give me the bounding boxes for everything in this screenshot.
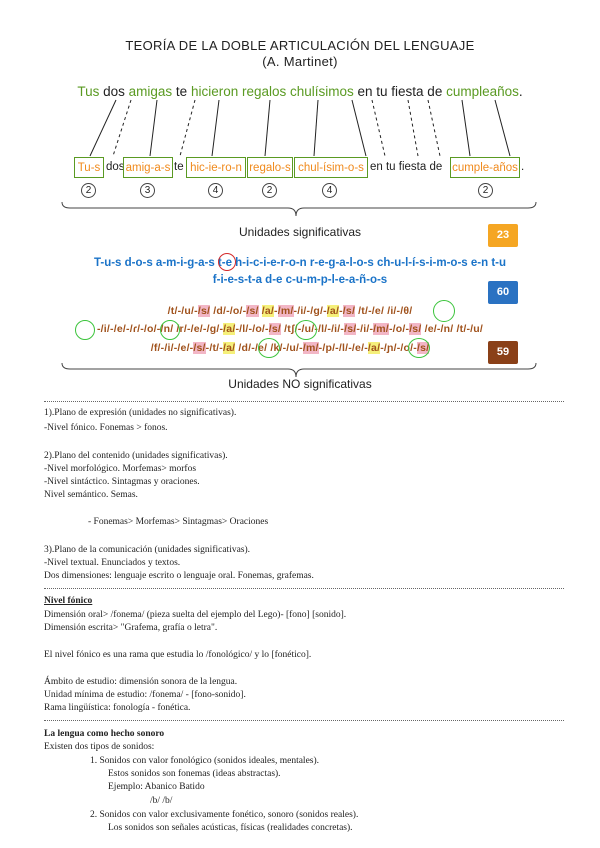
letters-line-1: T-u-s d-o-s a-m-i-g-a-s t-e h-i-c-i-e-r-o-n r-e-g-a-l-o-s ch-u-l-í-s-i-m-o-s e-n t-u <box>93 257 507 269</box>
connector-lines <box>0 98 600 158</box>
note-line: Existen dos tipos de sonidos: <box>44 742 155 752</box>
letters-line-2: f-i-e-s-t-a d-e c-u-m-p-l-e-a-ñ-o-s <box>212 274 388 286</box>
note-line: Dos dimensiones: lenguaje escrito o lenguaje oral. Fonemas, grafemas. <box>44 571 314 581</box>
note-line: 3).Plano de la comunicación (unidades significativas). <box>44 545 251 555</box>
phoneme-segment: -/o/- <box>388 323 410 335</box>
green-circle-mark <box>75 320 95 340</box>
phoneme-segment: /d/-/o/- <box>210 305 247 317</box>
phoneme-segment: -/ɲ/-/o/- <box>380 342 417 354</box>
plain-word: en tu fiesta de <box>370 161 443 173</box>
section-heading: Nivel fónico <box>44 596 93 606</box>
morpheme-box: cumple-años <box>450 157 520 178</box>
phoneme-segment: /s/ <box>193 342 206 354</box>
morpheme-box: hic-ie-ro-n <box>186 157 246 178</box>
green-circle-mark <box>295 320 317 340</box>
green-circle-mark <box>258 338 280 358</box>
sentence-word: cumpleaños <box>446 84 519 99</box>
brace-significant <box>60 200 540 220</box>
phoneme-segment: /s/ <box>409 323 422 335</box>
morpheme-box: Tu-s <box>74 157 104 178</box>
sentence-word: dos <box>99 84 129 99</box>
sentence-word: Tus <box>77 84 100 99</box>
morpheme-box: regalo-s <box>247 157 293 178</box>
phoneme-segment: /f/-/i/-/e/- <box>150 342 194 354</box>
phoneme-segment: /m/ <box>373 323 389 335</box>
sentence-word: . <box>518 84 523 99</box>
morpheme-count: 2 <box>81 183 96 198</box>
note-line: Unidad mínima de estudio: /fonema/ - [fono-sonido]. <box>44 690 246 700</box>
note-line: Nivel semántico. Semas. <box>44 490 138 500</box>
note-line: Dimensión escrita> "Grafema, grafía o letra". <box>44 623 218 633</box>
phoneme-segment: /m/ <box>277 305 294 317</box>
plain-word: dos <box>106 161 125 173</box>
sentence-word: te <box>172 84 191 99</box>
red-circle-mark <box>218 253 236 271</box>
note-line: /b/ /b/ <box>150 796 173 806</box>
green-circle-mark <box>433 300 455 322</box>
sentence-word: en tu fiesta de <box>353 84 447 99</box>
note-line: 1. Sonidos con valor fonológico (sonidos ideales, mentales). <box>90 756 320 766</box>
phoneme-segment: -/l/-/o/- <box>235 323 269 335</box>
morpheme-box: amig-a-s <box>123 157 173 178</box>
phoneme-segment: /s/ <box>416 342 430 354</box>
phoneme-segment: /a/ <box>367 342 381 354</box>
note-line: - Fonemas> Morfemas> Sintagmas> Oraciones <box>88 517 269 527</box>
phoneme-segment: /a/ <box>326 305 340 317</box>
morpheme-count: 2 <box>262 183 277 198</box>
page-subtitle: (A. Martinet) <box>262 54 338 69</box>
page-title: TEORÍA DE LA DOBLE ARTICULACIÓN DEL LENGUAJE <box>125 38 475 53</box>
phoneme-segment: - <box>274 305 278 317</box>
morpheme-count: 3 <box>140 183 155 198</box>
phoneme-segment: /a/ <box>223 342 236 354</box>
green-circle-mark <box>408 338 430 358</box>
note-line: -Nivel sintáctico. Sintagmas y oraciones. <box>44 477 200 487</box>
phoneme-segment: /tʃ/-/u/-/l/-/i/- <box>281 323 345 335</box>
sentence-word: amigas <box>128 84 173 99</box>
section-heading: La lengua como hecho sonoro <box>44 729 165 739</box>
phoneme-segment: -/i/-/e/-/ɾ/-/o/-/n/ /r/-/e/-/g/- <box>96 323 224 335</box>
note-line: -Nivel morfológico. Morfemas> morfos <box>44 464 197 474</box>
phoneme-segment: /e/-/n/ /t/-/u/ <box>421 323 483 335</box>
green-circle-mark <box>160 320 180 340</box>
phoneme-segment: /s/ <box>344 323 357 335</box>
phoneme-segment: /t/-/e/ /i/-/θ/ <box>355 305 413 317</box>
note-line: Rama lingüística: fonología - fonética. <box>44 703 191 713</box>
example-sentence <box>0 84 600 99</box>
note-line: Ejemplo: Abanico Batido <box>108 782 205 792</box>
phonemes-line-1 <box>30 305 550 317</box>
phoneme-segment: /m/ <box>302 342 319 354</box>
note-line: 2. Sonidos con valor exclusivamente fonético, sonoro (sonidos reales). <box>90 810 359 820</box>
note-line: -Nivel fónico. Fonemas > fonos. <box>44 423 168 433</box>
phoneme-segment: -/i/- <box>356 323 374 335</box>
note-line: 1).Plano de expresión (unidades no significativas). <box>44 408 237 418</box>
phoneme-segment: -/t/- <box>205 342 223 354</box>
note-line: El nivel fónico es una rama que estudia lo /fonológico/ y lo [fonético]. <box>44 650 312 660</box>
note-line: Ámbito de estudio: dimensión sonora de la lengua. <box>44 677 238 687</box>
phoneme-segment: - <box>339 305 343 317</box>
morpheme-count: 4 <box>322 183 337 198</box>
plain-word: te <box>174 161 184 173</box>
sentence-word: hicieron regalos chulísimos <box>190 84 354 99</box>
morpheme-box: chul-ísim-o-s <box>294 157 368 178</box>
note-line: Estos sonidos son fonemas (ideas abstractas). <box>108 769 281 779</box>
phonemes-count-badge: 59 <box>488 341 518 364</box>
plain-word: . <box>521 161 525 173</box>
phoneme-segment: /s/ <box>197 305 211 317</box>
note-line: -Nivel textual. Enunciados y textos. <box>44 558 181 568</box>
note-line: Dimensión oral> /fonema/ (pieza suelta del ejemplo del Lego)- [fono] [sonido]. <box>44 610 347 620</box>
phoneme-segment: /t/-/u/- <box>167 305 198 317</box>
phoneme-segment: /s/ <box>268 323 282 335</box>
note-line: Los sonidos son señales acústicas, físicas (realidades concretas). <box>108 823 353 833</box>
letters-count-badge: 60 <box>488 281 518 304</box>
phonemes-line-3 <box>30 342 550 354</box>
phoneme-segment: /a/ <box>261 305 275 317</box>
divider <box>44 401 564 402</box>
phoneme-segment: -/p/-/l/-/e/- <box>318 342 368 354</box>
significant-label: Unidades significativas <box>238 225 362 239</box>
divider <box>44 588 564 589</box>
non-significant-label: Unidades NO significativas <box>228 377 372 391</box>
phonemes-line-2 <box>30 323 550 335</box>
phoneme-segment: /s/ <box>246 305 259 317</box>
phoneme-segment: /d/-/e/ /k/-/u/- <box>235 342 303 354</box>
phoneme-segment: /a/ <box>223 323 236 335</box>
divider <box>44 720 564 721</box>
phoneme-segment: -/i/-/g/- <box>293 305 327 317</box>
significant-count-badge: 23 <box>488 224 518 247</box>
phoneme-segment: /s/ <box>342 305 356 317</box>
note-line: 2).Plano del contenido (unidades significativas). <box>44 451 228 461</box>
morpheme-count: 2 <box>478 183 493 198</box>
morpheme-count: 4 <box>208 183 223 198</box>
